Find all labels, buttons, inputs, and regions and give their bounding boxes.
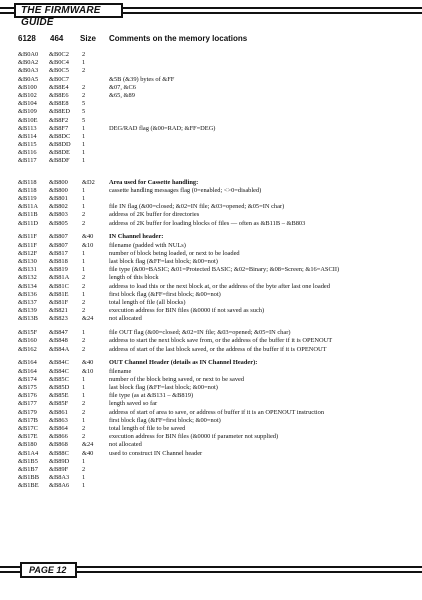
addr-464-cell: &B821 [49, 307, 68, 315]
addr-6128-cell: &B113 [18, 124, 37, 132]
table-row [0, 179, 422, 187]
comment-cell: file OUT flag (&00=closed; &02=IN file; &03=opened; &05=IN char) [109, 329, 291, 337]
size-cell: &D2 [82, 178, 95, 186]
addr-6128-cell: &B117 [18, 157, 37, 165]
addr-6128-cell: &B11D [18, 219, 39, 227]
comment-cell: number of the block being saved, or next to be saved [109, 375, 245, 383]
table-row [0, 337, 422, 345]
addr-6128-cell: &B102 [18, 91, 37, 99]
table-row [0, 266, 422, 274]
table-row [0, 359, 422, 367]
addr-6128-cell: &B1B7 [18, 465, 38, 473]
comment-cell: file type (as at &B131 – &B819) [109, 392, 194, 400]
column-header-464: 464 [50, 34, 64, 43]
table-row [0, 409, 422, 417]
size-cell: 2 [82, 83, 86, 91]
table-row [0, 384, 422, 392]
size-cell: 2 [82, 51, 86, 58]
comment-cell: filename (padded with NULs) [109, 241, 186, 249]
comment-cell: total length of file (all blocks) [109, 298, 186, 306]
size-cell: 5 [82, 108, 86, 116]
table-row [0, 108, 422, 116]
comment-cell: used to construct IN Channel header [109, 449, 203, 457]
addr-6128-cell: &B17C [18, 424, 38, 432]
addr-6128-cell: &B12F [18, 249, 38, 257]
size-cell: 1 [82, 482, 86, 490]
table-row [0, 474, 422, 482]
comment-cell: not allocated [109, 315, 142, 323]
size-cell: 2 [82, 337, 86, 345]
addr-464-cell: &B0C4 [49, 59, 69, 67]
header-rule-right [121, 7, 422, 9]
addr-464-cell: &B85D [49, 384, 70, 391]
size-cell: 1 [82, 124, 86, 132]
footer-rule-left-lower [0, 571, 22, 573]
addr-6128-cell: &B1BB [18, 474, 39, 482]
addr-464-cell: &B818 [49, 258, 68, 265]
table-row [0, 125, 422, 133]
addr-6128-cell: &B176 [18, 392, 37, 400]
table-row [0, 329, 422, 337]
size-cell: 1 [82, 384, 86, 391]
table-row [0, 291, 422, 299]
table-row [0, 157, 422, 165]
size-cell: 2 [82, 424, 86, 432]
addr-6128-cell: &B1A4 [18, 449, 39, 457]
table-row [0, 283, 422, 291]
comment-cell: execution address for BIN files (&0000 if parameter not supplied) [109, 433, 279, 441]
table-row [0, 92, 422, 100]
page-header [0, 0, 422, 28]
comment-cell: execution address for BIN files (&0000 if not saved as such) [109, 307, 265, 315]
addr-6128-cell: &B1B5 [18, 457, 38, 465]
comment-cell: IN Channel header: [109, 233, 164, 241]
table-row [0, 67, 422, 75]
size-cell: 1 [82, 249, 86, 257]
comment-cell: file type (&00=BASIC; &01=Protected BASIC; &02=Binary; &08=Screen; &16=ASCII) [109, 266, 340, 274]
addr-6128-cell: &B10E [18, 116, 38, 124]
column-header-row [0, 33, 422, 45]
size-cell: 1 [82, 186, 86, 194]
addr-464-cell: &B85E [49, 392, 69, 400]
table-row [0, 59, 422, 67]
addr-464-cell: &B8ED [49, 108, 70, 116]
addr-6128-cell: &B11B [18, 211, 38, 219]
addr-6128-cell: &B118 [18, 178, 37, 186]
table-row [0, 117, 422, 125]
addr-6128-cell: &B131 [18, 266, 37, 274]
addr-464-cell: &B868 [49, 441, 68, 449]
addr-6128-cell: &B136 [18, 290, 37, 298]
table-row [0, 441, 422, 449]
footer-rule-right [75, 566, 422, 568]
addr-6128-cell: &B0A3 [18, 67, 39, 75]
table-row [0, 51, 422, 59]
addr-6128-cell: &B160 [18, 337, 37, 345]
size-cell: &10 [82, 367, 94, 375]
comment-cell: last block flag (&FF=last block; &00=not) [109, 384, 218, 391]
addr-464-cell: &B81E [49, 290, 69, 298]
addr-464-cell: &B8A6 [49, 482, 70, 490]
table-row [0, 450, 422, 458]
comment-cell: OUT Channel Header (details as IN Channel Header): [109, 359, 258, 367]
size-cell: 2 [82, 298, 86, 306]
size-cell: &40 [82, 359, 94, 367]
memory-location-table [0, 51, 422, 490]
size-cell: &40 [82, 449, 94, 457]
size-cell: &10 [82, 241, 94, 249]
addr-464-cell: &B8E6 [49, 91, 69, 99]
addr-464-cell: &B800 [49, 186, 68, 194]
addr-6128-cell: &B100 [18, 83, 37, 91]
table-row [0, 425, 422, 433]
page-number: PAGE 12 [20, 562, 77, 578]
comment-cell: DEG/RAD flag (&00=RAD; &FF=DEG) [109, 124, 216, 132]
table-row [0, 400, 422, 408]
addr-6128-cell: &B139 [18, 307, 37, 315]
comment-cell: last block flag (&FF=last block; &00=not) [109, 258, 218, 265]
addr-6128-cell: &B164 [18, 367, 37, 375]
addr-464-cell: &B8E4 [49, 83, 69, 91]
addr-464-cell: &B8F2 [49, 116, 69, 124]
footer-rule-right-lower [75, 571, 422, 573]
addr-464-cell: &B85C [49, 375, 69, 383]
size-cell: 2 [82, 433, 86, 441]
comment-cell: not allocated [109, 441, 142, 449]
addr-464-cell: &B823 [49, 315, 68, 323]
table-row [0, 466, 422, 474]
size-cell: 2 [82, 400, 86, 408]
table-row [0, 211, 422, 219]
addr-464-cell: &B84C [49, 359, 69, 367]
addr-6128-cell: &B0A0 [18, 51, 39, 58]
table-row [0, 315, 422, 323]
addr-6128-cell: &B0A2 [18, 59, 39, 67]
size-cell: 5 [82, 100, 86, 108]
addr-464-cell: &B81F [49, 298, 69, 306]
addr-6128-cell: &B104 [18, 100, 37, 108]
addr-6128-cell: &B180 [18, 441, 37, 449]
addr-464-cell: &B805 [49, 219, 68, 227]
addr-464-cell: &B848 [49, 337, 68, 345]
addr-464-cell: &B81A [49, 274, 70, 282]
addr-464-cell: &B0C7 [49, 75, 69, 83]
header-rule-right-lower [121, 12, 422, 14]
addr-464-cell: &B803 [49, 211, 68, 219]
size-cell: &24 [82, 441, 94, 449]
addr-6128-cell: &B15F [18, 329, 38, 337]
size-cell: 1 [82, 59, 86, 67]
comment-cell: &5B (&39) bytes of &FF [109, 75, 175, 83]
table-row [0, 84, 422, 92]
table-row [0, 392, 422, 400]
size-cell: 1 [82, 266, 86, 274]
addr-464-cell: &B0C2 [49, 51, 69, 58]
comment-cell: length saved so far [109, 400, 158, 408]
addr-6128-cell: &B164 [18, 359, 37, 367]
addr-464-cell: &B802 [49, 203, 68, 211]
addr-464-cell: &B861 [49, 408, 68, 416]
comment-cell: total length of file to be saved [109, 424, 186, 432]
page-footer [0, 560, 422, 582]
addr-464-cell: &B819 [49, 266, 68, 274]
addr-6128-cell: &B134 [18, 282, 37, 290]
table-row [0, 274, 422, 282]
row-group-spacer [0, 166, 422, 179]
table-row [0, 220, 422, 228]
table-row [0, 76, 422, 84]
addr-6128-cell: &B109 [18, 108, 37, 116]
addr-464-cell: &B8DD [49, 141, 71, 149]
table-row [0, 368, 422, 376]
addr-464-cell: &B807 [49, 233, 68, 241]
table-row [0, 149, 422, 157]
size-cell: 1 [82, 203, 86, 211]
addr-464-cell: &B84C [49, 367, 69, 375]
size-cell: 1 [82, 195, 86, 202]
addr-6128-cell: &B11F [18, 241, 37, 249]
addr-464-cell: &B8DF [49, 157, 70, 165]
comment-cell: Area used for Cassette handling: [109, 178, 199, 186]
comment-cell: cassette handling messages flag (0=enabled; <>0=disabled) [109, 186, 262, 194]
column-header-comments: Comments on the memory locations [109, 34, 248, 43]
table-row [0, 458, 422, 466]
addr-464-cell: &B807 [49, 241, 68, 249]
size-cell: 1 [82, 258, 86, 265]
table-row [0, 133, 422, 141]
addr-464-cell: &B84A [49, 345, 70, 353]
size-cell: 1 [82, 375, 86, 383]
column-header-size: Size [80, 34, 97, 43]
table-row [0, 141, 422, 149]
comment-cell: address of start of area to save, or address of buffer if it is an OPENOUT instruction [109, 408, 325, 416]
footer-rule-left [0, 566, 22, 568]
addr-6128-cell: &B137 [18, 298, 37, 306]
size-cell: 2 [82, 219, 86, 227]
addr-6128-cell: &B162 [18, 345, 37, 353]
addr-464-cell: &B8DC [49, 132, 71, 140]
addr-6128-cell: &B116 [18, 149, 37, 157]
size-cell: 2 [82, 91, 86, 99]
size-cell: &24 [82, 315, 94, 323]
addr-6128-cell: &B0A5 [18, 75, 39, 83]
table-row [0, 187, 422, 195]
book-title: THE FIRMWARE GUIDE [14, 3, 123, 18]
table-row [0, 258, 422, 266]
addr-464-cell: &B817 [49, 249, 68, 257]
addr-6128-cell: &B130 [18, 258, 37, 265]
addr-6128-cell: &B114 [18, 132, 37, 140]
comment-cell: &07, &C6 [109, 83, 136, 91]
table-row [0, 482, 422, 490]
table-row [0, 242, 422, 250]
table-row [0, 376, 422, 384]
size-cell: 1 [82, 457, 86, 465]
addr-6128-cell: &B17E [18, 433, 38, 441]
addr-6128-cell: &B174 [18, 375, 37, 383]
comment-cell: file IN flag (&00=closed; &02=IN file; &03=opened; &05=IN char) [109, 203, 285, 211]
table-row [0, 346, 422, 354]
addr-6128-cell: &B175 [18, 384, 37, 391]
table-row [0, 417, 422, 425]
addr-464-cell: &B863 [49, 416, 68, 424]
size-cell: &40 [82, 233, 94, 241]
addr-6128-cell: &B115 [18, 141, 37, 149]
addr-464-cell: &B8F7 [49, 124, 69, 132]
addr-464-cell: &B8E8 [49, 100, 69, 108]
size-cell: 2 [82, 465, 86, 473]
size-cell: 2 [82, 211, 86, 219]
addr-464-cell: &B800 [49, 178, 68, 186]
size-cell: 2 [82, 307, 86, 315]
addr-464-cell: &B8A3 [49, 474, 70, 482]
addr-6128-cell: &B13B [18, 315, 38, 323]
size-cell: 2 [82, 282, 86, 290]
addr-6128-cell: &B177 [18, 400, 37, 408]
comment-cell: &65, &89 [109, 91, 135, 99]
comment-cell: address of start of the last block saved, or the address of the buffer if it is OPENOUT [109, 345, 327, 353]
size-cell: 2 [82, 274, 86, 282]
size-cell: 1 [82, 149, 86, 157]
table-row [0, 299, 422, 307]
table-row [0, 233, 422, 241]
size-cell: 1 [82, 416, 86, 424]
table-row [0, 250, 422, 258]
addr-6128-cell: &B118 [18, 186, 37, 194]
addr-464-cell: &B89F [49, 465, 69, 473]
comment-cell: filename [109, 367, 132, 375]
comment-cell: first block flag (&FF=first block; &00=not) [109, 290, 221, 298]
addr-464-cell: &B8DE [49, 149, 70, 157]
size-cell: 1 [82, 132, 86, 140]
column-header-6128: 6128 [18, 34, 36, 43]
addr-464-cell: &B866 [49, 433, 68, 441]
table-row [0, 195, 422, 203]
addr-464-cell: &B81C [49, 282, 69, 290]
size-cell: 1 [82, 141, 86, 149]
comment-cell: number of block being loaded, or next to be loaded [109, 249, 240, 257]
table-row [0, 433, 422, 441]
comment-cell: first block flag (&FF=first block; &00=not) [109, 416, 221, 424]
size-cell: 1 [82, 329, 86, 337]
table-row [0, 100, 422, 108]
table-row [0, 307, 422, 315]
size-cell: 2 [82, 345, 86, 353]
addr-6128-cell: &B179 [18, 408, 37, 416]
addr-6128-cell: &B11A [18, 203, 39, 211]
addr-6128-cell: &B17B [18, 416, 38, 424]
addr-464-cell: &B801 [49, 195, 68, 202]
comment-cell: length of this block [109, 274, 159, 282]
addr-6128-cell: &B11F [18, 233, 37, 241]
size-cell: 5 [82, 116, 86, 124]
addr-6128-cell: &B1BE [18, 482, 39, 490]
size-cell: 2 [82, 67, 86, 75]
addr-464-cell: &B864 [49, 424, 68, 432]
size-cell: 1 [82, 157, 86, 165]
comment-cell: address to load this or the next block at, or the address of the byte after last one loaded [109, 282, 330, 290]
table-row [0, 203, 422, 211]
comment-cell: address to start the next block save from, or the address of the buffer if it is OPENOUT [109, 337, 333, 345]
addr-464-cell: &B89D [49, 457, 70, 465]
size-cell: 1 [82, 474, 86, 482]
size-cell: 1 [82, 392, 86, 400]
comment-cell: address of 2K buffer for loading blocks of files — often as &B11B – &B803 [109, 219, 306, 227]
addr-464-cell: &B847 [49, 329, 68, 337]
addr-6128-cell: &B132 [18, 274, 37, 282]
comment-cell: address of 2K buffer for directories [109, 211, 200, 219]
addr-6128-cell: &B119 [18, 195, 37, 202]
size-cell: 2 [82, 408, 86, 416]
addr-464-cell: &B88C [49, 449, 69, 457]
addr-464-cell: &B85F [49, 400, 69, 408]
addr-464-cell: &B0C5 [49, 67, 69, 75]
size-cell: 1 [82, 290, 86, 298]
